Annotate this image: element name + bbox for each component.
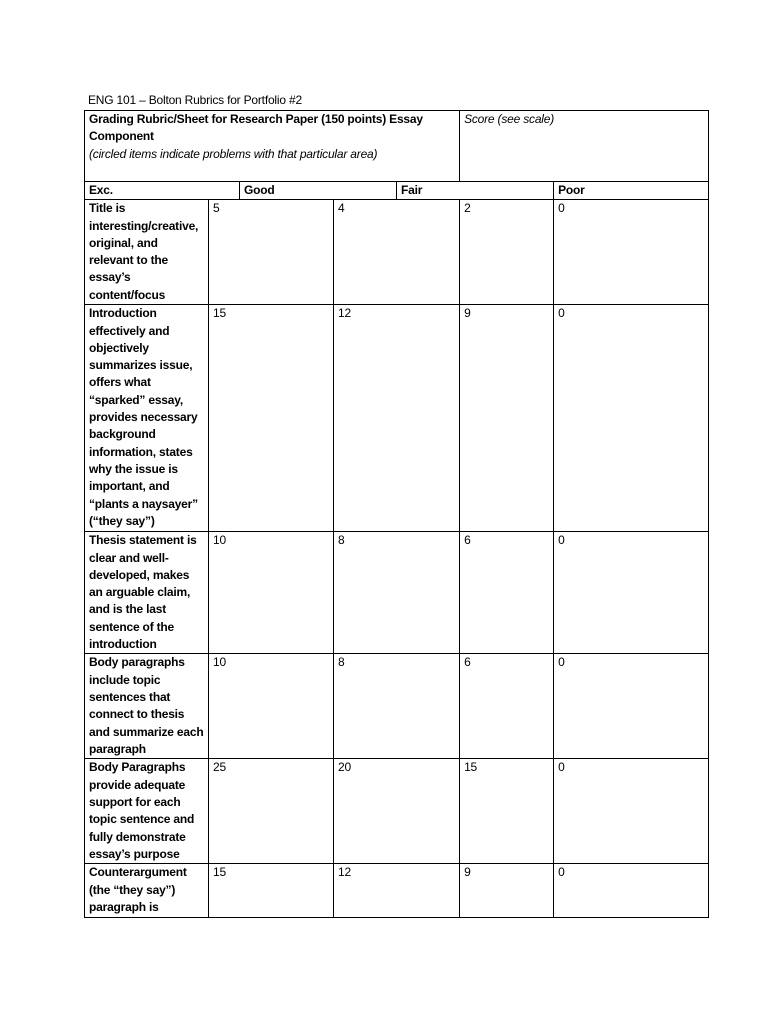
points-poor: 0: [554, 305, 709, 532]
table-row: [85, 532, 709, 654]
points-good: 4: [334, 200, 460, 305]
criterion-cell: [85, 200, 209, 305]
points-exc: 10: [209, 654, 334, 759]
criterion-description: is clear and well-developed, makes an arguable claim, and is the last sentence of the introduction: [89, 533, 197, 652]
criterion-description: (the “they say”) paragraph is: [89, 882, 176, 914]
rubric-header-row: [85, 111, 709, 182]
rubric-table: [84, 110, 709, 918]
criterion-cell: [85, 654, 209, 759]
scale-exc-cell: [85, 182, 240, 200]
criterion-title: Title: [89, 201, 113, 216]
points-exc: 15: [209, 305, 334, 532]
points-good: 8: [334, 654, 460, 759]
criterion-description: is interesting/creative, original, and relevant to the essay’s content/focus: [89, 201, 199, 302]
table-row: [85, 654, 709, 759]
criterion-cell: [85, 759, 209, 864]
scale-row: [85, 182, 709, 200]
criterion-title: Introduction: [89, 306, 157, 321]
criterion-cell: [85, 864, 209, 918]
criterion-description: include topic sentences that connect to thesis and summarize each paragraph: [89, 672, 204, 756]
criterion-title: Body Paragraphs: [89, 760, 186, 775]
points-poor: 0: [554, 759, 709, 864]
scale-good-cell: [240, 182, 397, 200]
points-poor: 0: [554, 532, 709, 654]
criterion-title: Body paragraphs: [89, 655, 185, 670]
table-row: [85, 759, 709, 864]
document-title: ENG 101 – Bolton Rubrics for Portfolio #2: [88, 93, 302, 107]
criterion-title: Counterargument: [89, 865, 187, 880]
points-fair: 9: [460, 864, 554, 918]
points-exc: 10: [209, 532, 334, 654]
criterion-description: provide adequate support for each topic sentence and fully demonstrate essay’s purpose: [89, 777, 195, 861]
table-row: [85, 305, 709, 532]
rubric-title-cell: [85, 111, 460, 182]
points-good: 20: [334, 759, 460, 864]
table-row: [85, 864, 709, 918]
points-poor: 0: [554, 864, 709, 918]
points-exc: 5: [209, 200, 334, 305]
points-exc: 25: [209, 759, 334, 864]
criterion-description: effectively and objectively summarizes issue, offers what “sparked” essay, provides necessary background information, states why the issue is important, and “plants a naysayer” (“they say”): [89, 323, 198, 528]
score-cell: [460, 111, 709, 182]
criterion-cell: [85, 532, 209, 654]
points-exc: 15: [209, 864, 334, 918]
scale-fair-cell: [397, 182, 554, 200]
points-poor: 0: [554, 200, 709, 305]
score-note: Score (see scale): [464, 112, 555, 126]
scale-exc-label: Exc.: [89, 183, 113, 197]
criterion-cell: [85, 305, 209, 532]
points-fair: 15: [460, 759, 554, 864]
points-fair: 6: [460, 532, 554, 654]
points-fair: 9: [460, 305, 554, 532]
criterion-title: Thesis statement: [89, 533, 184, 548]
rubric-note: (circled items indicate problems with that particular area): [89, 146, 378, 161]
points-good: 12: [334, 305, 460, 532]
scale-fair-label: Fair: [401, 183, 423, 197]
points-fair: 6: [460, 654, 554, 759]
scale-poor-label: Poor: [558, 183, 585, 197]
scale-poor-cell: [554, 182, 709, 200]
points-good: 12: [334, 864, 460, 918]
table-row: [85, 200, 709, 305]
points-good: 8: [334, 532, 460, 654]
points-poor: 0: [554, 654, 709, 759]
points-fair: 2: [460, 200, 554, 305]
scale-good-label: Good: [244, 183, 275, 197]
rubric-title: Grading Rubric/Sheet for Research Paper (150 points) Essay Component: [89, 112, 423, 144]
